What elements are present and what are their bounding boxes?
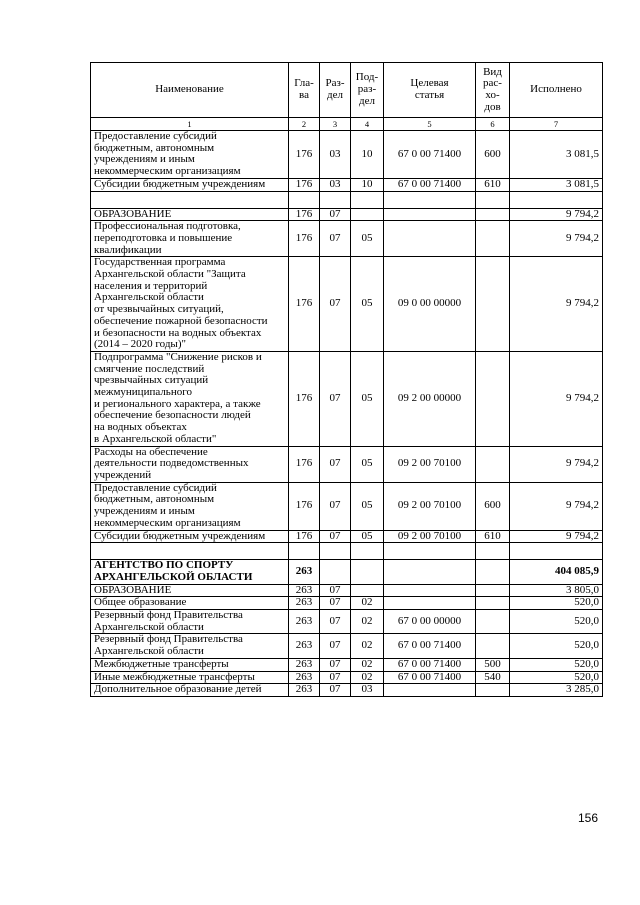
row-razdel-cell: 07 (320, 684, 351, 697)
table-row (91, 131, 603, 179)
row-podrazdel-cell: 05 (351, 446, 384, 482)
table-row (91, 257, 603, 352)
row-razdel-cell (320, 560, 351, 584)
row-razdel-cell: 07 (320, 671, 351, 684)
row-statya-cell: 67 0 00 00000 (384, 610, 476, 634)
row-vid-cell (476, 208, 510, 221)
row-glava-cell: 263 (289, 584, 320, 597)
row-podrazdel-cell: 05 (351, 221, 384, 257)
row-glava-cell: 263 (289, 671, 320, 684)
row-amount-cell: 3 081,5 (510, 178, 603, 191)
row-razdel-cell: 07 (320, 530, 351, 543)
row-vid-cell: 610 (476, 178, 510, 191)
row-statya-cell (384, 597, 476, 610)
row-vid-cell (476, 597, 510, 610)
table-row (91, 530, 603, 543)
row-razdel-cell (320, 191, 351, 208)
row-glava-cell: 176 (289, 221, 320, 257)
row-amount-cell: 9 794,2 (510, 221, 603, 257)
header-podrazdel: Под- раз- дел (351, 63, 384, 118)
table-row (91, 482, 603, 530)
column-number: 4 (351, 118, 384, 131)
spacer-row (91, 543, 603, 560)
row-amount-cell: 9 794,2 (510, 351, 603, 446)
row-name-cell (91, 191, 289, 208)
column-number: 6 (476, 118, 510, 131)
row-razdel-cell: 07 (320, 584, 351, 597)
row-name-cell: Дополнительное образование детей (91, 684, 289, 697)
row-vid-cell: 610 (476, 530, 510, 543)
row-vid-cell: 500 (476, 658, 510, 671)
header-razdel: Раз- дел (320, 63, 351, 118)
row-statya-cell: 67 0 00 71400 (384, 671, 476, 684)
row-glava-cell: 176 (289, 446, 320, 482)
row-name-cell: Резервный фонд Правительства Архангельской области (91, 634, 289, 658)
table-row (91, 208, 603, 221)
table-row (91, 610, 603, 634)
row-podrazdel-cell (351, 191, 384, 208)
row-name-cell: Профессиональная подготовка, переподготовка и повышение квалификации (91, 221, 289, 257)
column-number: 5 (384, 118, 476, 131)
header-name: Наименование (91, 63, 289, 118)
row-name-cell: Государственная программа Архангельской области "Защита населения и территорий Архангельской области от чрезвычайных ситуаций, обеспечение пожарной безопасности и безопасности на водных объектах (2014 – 2020 годы)" (91, 257, 289, 352)
row-glava-cell: 263 (289, 597, 320, 610)
table-row (91, 658, 603, 671)
header-glava: Гла- ва (289, 63, 320, 118)
row-razdel-cell: 07 (320, 446, 351, 482)
row-glava-cell (289, 191, 320, 208)
row-statya-cell: 67 0 00 71400 (384, 658, 476, 671)
row-amount-cell: 3 285,0 (510, 684, 603, 697)
page-number: 156 (577, 811, 598, 825)
header-vid: Вид рас- хо- дов (476, 63, 510, 118)
row-name-cell: Общее образование (91, 597, 289, 610)
row-razdel-cell: 07 (320, 634, 351, 658)
row-statya-cell (384, 221, 476, 257)
header-row (91, 63, 603, 118)
row-podrazdel-cell: 02 (351, 634, 384, 658)
row-vid-cell (476, 684, 510, 697)
table-row (91, 634, 603, 658)
row-glava-cell (289, 543, 320, 560)
row-vid-cell (476, 560, 510, 584)
row-name-cell: Резервный фонд Правительства Архангельской области (91, 610, 289, 634)
row-statya-cell (384, 560, 476, 584)
row-amount-cell: 520,0 (510, 597, 603, 610)
row-amount-cell (510, 543, 603, 560)
row-glava-cell: 176 (289, 351, 320, 446)
row-glava-cell: 263 (289, 658, 320, 671)
row-amount-cell: 9 794,2 (510, 257, 603, 352)
row-statya-cell: 67 0 00 71400 (384, 131, 476, 179)
row-amount-cell: 9 794,2 (510, 208, 603, 221)
row-glava-cell: 176 (289, 178, 320, 191)
row-name-cell (91, 543, 289, 560)
row-name-cell: Предоставление субсидий бюджетным, автономным учреждениям и иным некоммерческим организациям (91, 131, 289, 179)
column-number: 3 (320, 118, 351, 131)
row-glava-cell: 176 (289, 482, 320, 530)
row-amount-cell: 520,0 (510, 634, 603, 658)
column-number: 2 (289, 118, 320, 131)
row-amount-cell (510, 191, 603, 208)
table-row (91, 671, 603, 684)
header-statya: Целевая статья (384, 63, 476, 118)
row-razdel-cell: 07 (320, 208, 351, 221)
row-statya-cell (384, 543, 476, 560)
table-row (91, 178, 603, 191)
row-name-cell: Субсидии бюджетным учреждениям (91, 178, 289, 191)
row-podrazdel-cell: 02 (351, 671, 384, 684)
row-podrazdel-cell: 10 (351, 131, 384, 179)
row-statya-cell: 67 0 00 71400 (384, 178, 476, 191)
row-amount-cell: 3 081,5 (510, 131, 603, 179)
table-row (91, 684, 603, 697)
row-glava-cell: 263 (289, 634, 320, 658)
row-vid-cell (476, 191, 510, 208)
row-podrazdel-cell (351, 543, 384, 560)
row-podrazdel-cell (351, 208, 384, 221)
row-name-cell: ОБРАЗОВАНИЕ (91, 208, 289, 221)
row-name-cell: АГЕНТСТВО ПО СПОРТУ АРХАНГЕЛЬСКОЙ ОБЛАСТИ (91, 560, 289, 584)
row-podrazdel-cell (351, 560, 384, 584)
row-podrazdel-cell: 05 (351, 257, 384, 352)
row-vid-cell (476, 257, 510, 352)
row-glava-cell: 176 (289, 131, 320, 179)
row-vid-cell (476, 221, 510, 257)
row-statya-cell (384, 208, 476, 221)
table-row (91, 221, 603, 257)
row-name-cell: Межбюджетные трансферты (91, 658, 289, 671)
row-statya-cell: 09 2 00 70100 (384, 530, 476, 543)
row-razdel-cell: 03 (320, 131, 351, 179)
row-razdel-cell (320, 543, 351, 560)
row-statya-cell (384, 684, 476, 697)
row-podrazdel-cell: 02 (351, 658, 384, 671)
row-razdel-cell: 03 (320, 178, 351, 191)
row-glava-cell: 263 (289, 684, 320, 697)
row-amount-cell: 9 794,2 (510, 530, 603, 543)
table-row (91, 351, 603, 446)
column-number: 1 (91, 118, 289, 131)
row-name-cell: ОБРАЗОВАНИЕ (91, 584, 289, 597)
table-row (91, 597, 603, 610)
row-razdel-cell: 07 (320, 610, 351, 634)
row-podrazdel-cell: 02 (351, 597, 384, 610)
row-amount-cell: 3 805,0 (510, 584, 603, 597)
row-amount-cell: 9 794,2 (510, 446, 603, 482)
row-name-cell: Предоставление субсидий бюджетным, автономным учреждениям и иным некоммерческим организациям (91, 482, 289, 530)
row-statya-cell: 67 0 00 71400 (384, 634, 476, 658)
row-amount-cell: 404 085,9 (510, 560, 603, 584)
row-amount-cell: 520,0 (510, 671, 603, 684)
row-statya-cell: 09 0 00 00000 (384, 257, 476, 352)
row-vid-cell (476, 610, 510, 634)
row-statya-cell (384, 584, 476, 597)
table-row (91, 446, 603, 482)
row-glava-cell: 176 (289, 257, 320, 352)
row-podrazdel-cell: 03 (351, 684, 384, 697)
column-number-row (91, 118, 603, 131)
table-body (91, 131, 603, 697)
row-razdel-cell: 07 (320, 221, 351, 257)
row-vid-cell (476, 543, 510, 560)
row-name-cell: Иные межбюджетные трансферты (91, 671, 289, 684)
table-row (91, 560, 603, 584)
row-glava-cell: 263 (289, 560, 320, 584)
row-statya-cell (384, 191, 476, 208)
row-podrazdel-cell: 10 (351, 178, 384, 191)
row-razdel-cell: 07 (320, 597, 351, 610)
spacer-row (91, 191, 603, 208)
row-glava-cell: 176 (289, 208, 320, 221)
row-podrazdel-cell: 02 (351, 610, 384, 634)
row-name-cell: Субсидии бюджетным учреждениям (91, 530, 289, 543)
row-glava-cell: 263 (289, 610, 320, 634)
row-podrazdel-cell (351, 584, 384, 597)
row-vid-cell (476, 446, 510, 482)
row-razdel-cell: 07 (320, 482, 351, 530)
header-amount: Исполнено (510, 63, 603, 118)
row-razdel-cell: 07 (320, 257, 351, 352)
row-statya-cell: 09 2 00 70100 (384, 446, 476, 482)
row-podrazdel-cell: 05 (351, 351, 384, 446)
row-vid-cell (476, 634, 510, 658)
row-vid-cell: 600 (476, 131, 510, 179)
row-glava-cell: 176 (289, 530, 320, 543)
column-number: 7 (510, 118, 603, 131)
row-name-cell: Расходы на обеспечение деятельности подведомственных учреждений (91, 446, 289, 482)
row-podrazdel-cell: 05 (351, 482, 384, 530)
row-statya-cell: 09 2 00 00000 (384, 351, 476, 446)
row-razdel-cell: 07 (320, 351, 351, 446)
row-vid-cell: 600 (476, 482, 510, 530)
row-vid-cell (476, 351, 510, 446)
row-vid-cell (476, 584, 510, 597)
table-row (91, 584, 603, 597)
row-podrazdel-cell: 05 (351, 530, 384, 543)
row-vid-cell: 540 (476, 671, 510, 684)
row-amount-cell: 520,0 (510, 610, 603, 634)
row-amount-cell: 520,0 (510, 658, 603, 671)
row-amount-cell: 9 794,2 (510, 482, 603, 530)
budget-table (90, 62, 603, 697)
row-name-cell: Подпрограмма "Снижение рисков и смягчение последствий чрезвычайных ситуаций межмуниципального и регионального характера, а также обеспечение безопасности людей на водных объектах в Архангельской области" (91, 351, 289, 446)
row-razdel-cell: 07 (320, 658, 351, 671)
row-statya-cell: 09 2 00 70100 (384, 482, 476, 530)
